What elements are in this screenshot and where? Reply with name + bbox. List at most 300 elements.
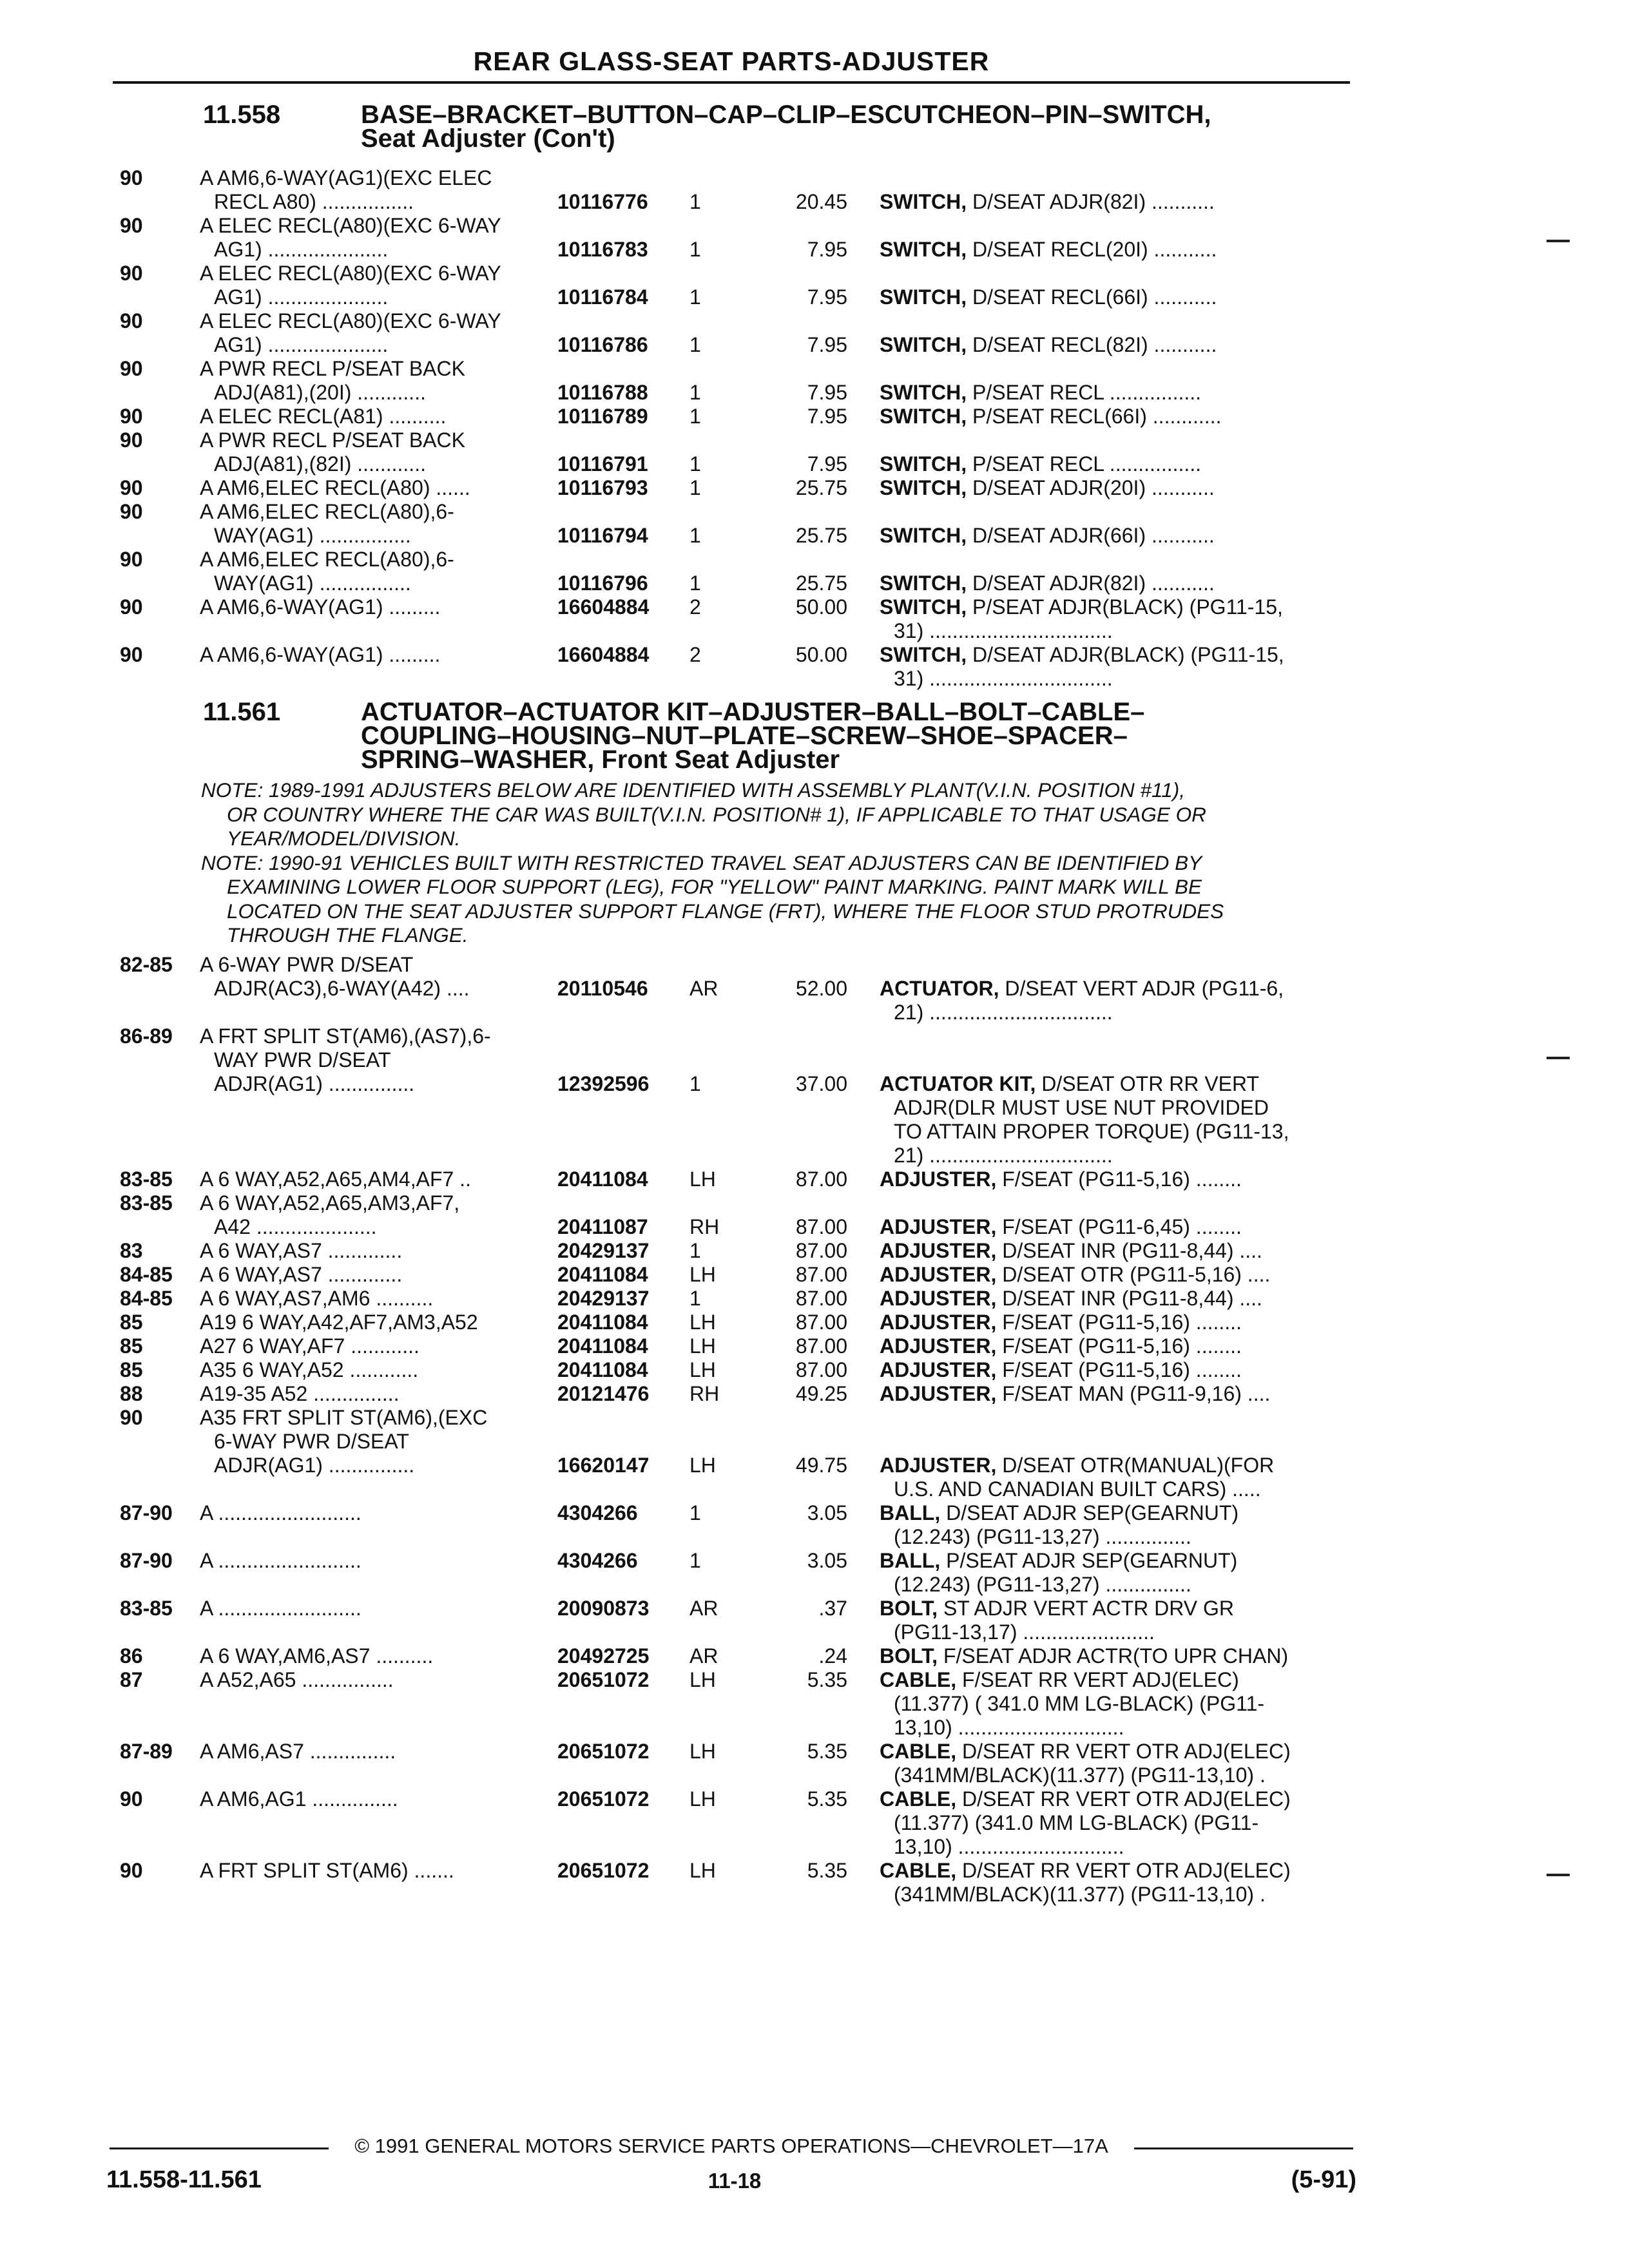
usage-line: A27 6 WAY,AF7 ............: [200, 1334, 419, 1358]
table-row: [0, 1358, 1629, 1382]
part-description: [880, 381, 1350, 405]
usage-application: [200, 1787, 548, 1811]
quantity: 1: [689, 1549, 701, 1572]
part-description: [880, 1597, 1350, 1644]
part-name: BALL,: [880, 1549, 941, 1572]
part-description: [880, 1358, 1350, 1382]
usage-line: A42 .....................: [214, 1215, 377, 1238]
description-text: D/SEAT ADJR SEP(GEARNUT): [946, 1501, 1239, 1524]
description-line: [880, 595, 1350, 619]
part-number: 20411084: [557, 1311, 648, 1334]
description-text: D/SEAT RR VERT OTR ADJ(ELEC): [962, 1740, 1291, 1763]
usage-line: A AM6,6-WAY(AG1) .........: [200, 595, 441, 619]
model-year: 88: [120, 1382, 143, 1405]
part-description: [880, 1549, 1350, 1597]
part-description: [880, 572, 1350, 595]
table-row: [0, 548, 1629, 595]
part-number: 10116784: [557, 285, 648, 309]
usage-line: A PWR RECL P/SEAT BACK: [200, 357, 465, 380]
price: 7.95: [807, 333, 847, 356]
section-title-line: ACTUATOR–ACTUATOR KIT–ADJUSTER–BALL–BOLT–CABLE–: [361, 698, 1145, 726]
part-name: BOLT,: [880, 1644, 938, 1667]
model-year: 90: [120, 405, 143, 428]
description-text: D/SEAT ADJR(82I) ...........: [972, 190, 1215, 213]
part-description: [880, 476, 1350, 500]
usage-application: [200, 1644, 548, 1668]
description-line: (PG11-13,17) .......................: [894, 1620, 1155, 1644]
model-year: 85: [120, 1334, 143, 1358]
model-year: 90: [120, 428, 143, 452]
description-line: [880, 1168, 1350, 1191]
part-description: [880, 285, 1350, 309]
table-row: [0, 1287, 1629, 1311]
description-line: [880, 1287, 1350, 1311]
part-number: 16620147: [557, 1454, 650, 1477]
description-line: TO ATTAIN PROPER TORQUE) (PG11-13,: [894, 1120, 1289, 1143]
usage-application: [200, 1334, 548, 1358]
part-description: [880, 1168, 1350, 1191]
price: 87.00: [795, 1215, 847, 1238]
description-text: D/SEAT OTR RR VERT: [1041, 1072, 1260, 1095]
part-number: 4304266: [557, 1501, 638, 1524]
price: 49.25: [795, 1382, 847, 1405]
model-year: 83-85: [120, 1168, 173, 1191]
quantity: 1: [689, 524, 701, 547]
part-description: [880, 1239, 1350, 1263]
quantity: RH: [689, 1382, 720, 1405]
table-row: [0, 1740, 1629, 1787]
part-number: 20411084: [557, 1263, 648, 1286]
table-row: [0, 1549, 1629, 1597]
model-year: 90: [120, 1406, 143, 1429]
description-text: P/SEAT RECL ................: [972, 452, 1202, 476]
model-year: 85: [120, 1311, 143, 1334]
price: 87.00: [795, 1358, 847, 1381]
description-line: [880, 1454, 1350, 1477]
quantity: LH: [689, 1334, 716, 1358]
part-number: 10116791: [557, 452, 648, 476]
quantity: 1: [689, 381, 701, 404]
description-text: D/SEAT ADJR(20I) ...........: [972, 476, 1215, 499]
usage-line: A ELEC RECL(A80)(EXC 6-WAY: [200, 214, 501, 237]
description-line: [880, 452, 1350, 476]
price: 87.00: [795, 1334, 847, 1358]
note-line: EXAMINING LOWER FLOOR SUPPORT (LEG), FOR "YELLOW" PAINT MARKING. PAINT MARK WILL BE: [227, 875, 1202, 898]
section-title-line: Seat Adjuster (Con't): [361, 124, 615, 153]
model-year: 90: [120, 357, 143, 380]
quantity: 1: [689, 1072, 701, 1095]
quantity: LH: [689, 1454, 716, 1477]
price: 52.00: [795, 977, 847, 1000]
usage-application: [200, 500, 548, 548]
description-text: D/SEAT OTR(MANUAL)(FOR: [1002, 1454, 1275, 1477]
table-row: [0, 1168, 1629, 1191]
part-name: CABLE,: [880, 1740, 957, 1763]
part-number: 10116783: [557, 238, 648, 261]
part-name: ADJUSTER,: [880, 1311, 997, 1334]
description-text: P/SEAT ADJR SEP(GEARNUT): [946, 1549, 1238, 1572]
quantity: 1: [689, 452, 701, 476]
part-number: 20492725: [557, 1644, 650, 1667]
description-line: 21) ................................: [894, 1144, 1113, 1167]
part-name: CABLE,: [880, 1668, 957, 1691]
usage-application: [200, 1859, 548, 1883]
part-name: SWITCH,: [880, 381, 967, 404]
description-line: [880, 1644, 1350, 1668]
usage-line: A 6 WAY,AM6,AS7 ..........: [200, 1644, 434, 1667]
usage-application: [200, 476, 548, 500]
description-line: (12.243) (PG11-13,27) ...............: [894, 1525, 1191, 1548]
part-name: ADJUSTER,: [880, 1358, 997, 1381]
part-description: [880, 1311, 1350, 1334]
usage-application: [200, 1263, 548, 1287]
description-line: [880, 1358, 1350, 1382]
description-text: F/SEAT (PG11-5,16) ........: [1002, 1168, 1242, 1191]
part-name: ADJUSTER,: [880, 1215, 997, 1238]
table-row: [0, 595, 1629, 643]
usage-line: WAY(AG1) ................: [214, 572, 411, 595]
quantity: LH: [689, 1311, 716, 1334]
quantity: LH: [689, 1263, 716, 1286]
description-line: [880, 190, 1350, 214]
price: 7.95: [807, 452, 847, 476]
section-notes: [201, 778, 1224, 948]
part-name: ADJUSTER,: [880, 1382, 997, 1405]
part-number: 20411084: [557, 1358, 648, 1381]
part-name: BOLT,: [880, 1597, 938, 1620]
description-line: [880, 1501, 1350, 1525]
part-number: 4304266: [557, 1549, 638, 1572]
description-line: 13,10) .............................: [894, 1716, 1124, 1739]
part-number: 16604884: [557, 595, 650, 619]
description-text: F/SEAT (PG11-5,16) ........: [1002, 1358, 1242, 1381]
usage-line: A .........................: [200, 1549, 361, 1572]
price: 87.00: [795, 1311, 847, 1334]
usage-line: A ELEC RECL(A81) ..........: [200, 405, 447, 428]
part-number: 20090873: [557, 1597, 650, 1620]
part-description: [880, 643, 1350, 691]
usage-line: A .........................: [200, 1501, 361, 1524]
note: [201, 778, 1224, 851]
header-rule: [113, 81, 1350, 84]
usage-application: [200, 1668, 548, 1692]
description-line: [880, 1072, 1350, 1096]
description-line: 31) ................................: [894, 667, 1113, 690]
price: 25.75: [795, 524, 847, 547]
part-name: SWITCH,: [880, 238, 967, 261]
table-row: [0, 1024, 1629, 1168]
quantity: 1: [689, 1501, 701, 1524]
part-number: 20651072: [557, 1787, 650, 1811]
price: 3.05: [807, 1549, 847, 1572]
usage-line: AG1) .....................: [214, 333, 389, 356]
price: 7.95: [807, 238, 847, 261]
quantity: 1: [689, 190, 701, 213]
description-line: [880, 1382, 1350, 1406]
description-line: [880, 1263, 1350, 1287]
part-description: [880, 1382, 1350, 1406]
description-line: [880, 285, 1350, 309]
price: 50.00: [795, 595, 847, 619]
price: 37.00: [795, 1072, 847, 1095]
part-number: 10116793: [557, 476, 648, 499]
part-number: 20121476: [557, 1382, 650, 1405]
usage-line: A ELEC RECL(A80)(EXC 6-WAY: [200, 262, 501, 285]
usage-line: A ELEC RECL(A80)(EXC 6-WAY: [200, 309, 501, 332]
usage-application: [200, 1191, 548, 1239]
part-name: SWITCH,: [880, 572, 967, 595]
usage-line: A35 6 WAY,A52 ............: [200, 1358, 419, 1381]
usage-line: A 6 WAY,A52,A65,AM4,AF7 ..: [200, 1168, 471, 1191]
quantity: 2: [689, 595, 701, 619]
usage-line: A 6 WAY,AS7 .............: [200, 1263, 403, 1286]
section-title-line: SPRING–WASHER, Front Seat Adjuster: [361, 745, 840, 774]
part-name: BALL,: [880, 1501, 941, 1524]
description-line: [880, 476, 1350, 500]
model-year: 90: [120, 262, 143, 285]
part-name: CABLE,: [880, 1787, 957, 1811]
usage-application: [200, 1287, 548, 1311]
part-description: [880, 595, 1350, 643]
price: 25.75: [795, 572, 847, 595]
table-row: [0, 1334, 1629, 1358]
quantity: LH: [689, 1740, 716, 1763]
description-line: [880, 1597, 1350, 1620]
part-name: ADJUSTER,: [880, 1239, 997, 1262]
table-row: [0, 1406, 1629, 1501]
description-line: 21) ................................: [894, 1001, 1113, 1024]
part-description: [880, 1787, 1350, 1859]
table-row: [0, 643, 1629, 691]
part-number: 20110546: [557, 977, 648, 1000]
description-text: D/SEAT RR VERT OTR ADJ(ELEC): [962, 1859, 1291, 1882]
usage-line: A AM6,ELEC RECL(A80),6-: [200, 548, 454, 571]
price: 5.35: [807, 1668, 847, 1691]
usage-application: [200, 1239, 548, 1263]
description-line: [880, 1215, 1350, 1239]
usage-application: [200, 1740, 548, 1763]
usage-line: A AM6,AG1 ...............: [200, 1787, 398, 1811]
usage-line: AG1) .....................: [214, 238, 389, 261]
part-name: CABLE,: [880, 1859, 957, 1882]
quantity: 1: [689, 476, 701, 499]
description-line: [880, 1239, 1350, 1263]
usage-line: WAY(AG1) ................: [214, 524, 411, 547]
usage-line: A AM6,AS7 ...............: [200, 1740, 396, 1763]
note: [201, 851, 1224, 948]
table-row: [0, 1311, 1629, 1334]
usage-line: A 6 WAY,AS7,AM6 ..........: [200, 1287, 434, 1310]
section-number: 11.561: [203, 698, 281, 726]
part-number: 20651072: [557, 1740, 650, 1763]
footer-copyright: © 1991 GENERAL MOTORS SERVICE PARTS OPERATIONS—CHEVROLET—17A: [354, 2135, 1108, 2157]
price: 5.35: [807, 1740, 847, 1763]
usage-line: A AM6,6-WAY(AG1)(EXC ELEC: [200, 166, 492, 189]
description-text: ST ADJR VERT ACTR DRV GR: [943, 1597, 1235, 1620]
description-line: [880, 1787, 1350, 1811]
quantity: 1: [689, 333, 701, 356]
table-row: [0, 214, 1629, 262]
table-row: [0, 1191, 1629, 1239]
price: .37: [818, 1597, 847, 1620]
quantity: RH: [689, 1215, 720, 1238]
footer-page-number: 11-18: [708, 2169, 762, 2193]
model-year: 83-85: [120, 1597, 173, 1620]
usage-line: ADJR(AG1) ...............: [214, 1072, 415, 1095]
description-line: [880, 381, 1350, 405]
description-text: P/SEAT ADJR(BLACK) (PG11-15,: [972, 595, 1283, 619]
description-line: [880, 1740, 1350, 1763]
usage-line: ADJ(A81),(20I) ............: [214, 381, 426, 404]
part-number: 10116794: [557, 524, 648, 547]
usage-line: A A52,A65 ................: [200, 1668, 394, 1691]
footer-rule: [110, 2148, 329, 2149]
part-description: [880, 333, 1350, 357]
description-text: D/SEAT OTR (PG11-5,16) ....: [1002, 1263, 1271, 1286]
quantity: LH: [689, 1787, 716, 1811]
description-text: D/SEAT RECL(82I) ...........: [972, 333, 1217, 356]
usage-application: [200, 953, 548, 1001]
part-description: [880, 190, 1350, 214]
description-text: D/SEAT ADJR(82I) ...........: [972, 572, 1215, 595]
part-description: [880, 405, 1350, 428]
table-row: [0, 1859, 1629, 1907]
part-description: [880, 1215, 1350, 1239]
price: 7.95: [807, 405, 847, 428]
model-year: 90: [120, 166, 143, 189]
model-year: 90: [120, 595, 143, 619]
part-number: 20429137: [557, 1287, 650, 1310]
usage-application: [200, 428, 548, 476]
model-year: 90: [120, 548, 143, 571]
footer-date: (5-91): [1291, 2166, 1356, 2193]
table-row: [0, 1501, 1629, 1549]
part-number: 10116786: [557, 333, 648, 356]
table-row: [0, 1239, 1629, 1263]
description-text: D/SEAT ADJR(66I) ...........: [972, 524, 1215, 547]
usage-application: [200, 1311, 548, 1334]
price: 87.00: [795, 1287, 847, 1310]
margin-mark: [1547, 1057, 1570, 1059]
usage-line: A .........................: [200, 1597, 361, 1620]
description-text: D/SEAT RECL(20I) ...........: [972, 238, 1217, 261]
usage-application: [200, 548, 548, 595]
usage-line: A AM6,ELEC RECL(A80),6-: [200, 500, 454, 523]
description-text: D/SEAT INR (PG11-8,44) ....: [1002, 1239, 1262, 1262]
description-line: [880, 643, 1350, 667]
price: 7.95: [807, 285, 847, 309]
note-line: NOTE: 1989-1991 ADJUSTERS BELOW ARE IDENTIFIED WITH ASSEMBLY PLANT(V.I.N. POSITION #11),: [201, 778, 1185, 802]
price: 25.75: [795, 476, 847, 499]
note-line: NOTE: 1990-91 VEHICLES BUILT WITH RESTRICTED TRAVEL SEAT ADJUSTERS CAN BE IDENTIFIED BY: [201, 850, 1202, 874]
part-description: [880, 524, 1350, 548]
description-line: [880, 238, 1350, 262]
usage-application: [200, 1024, 548, 1096]
quantity: AR: [689, 1644, 718, 1667]
usage-line: A PWR RECL P/SEAT BACK: [200, 428, 465, 452]
description-line: [880, 572, 1350, 595]
table-row: [0, 1787, 1629, 1859]
price: .24: [818, 1644, 847, 1667]
usage-application: [200, 166, 548, 214]
usage-line: A19-35 A52 ...............: [200, 1382, 400, 1405]
price: 50.00: [795, 643, 847, 666]
usage-line: A FRT SPLIT ST(AM6) .......: [200, 1859, 454, 1882]
description-line: [880, 1859, 1350, 1883]
usage-application: [200, 214, 548, 262]
description-line: ADJR(DLR MUST USE NUT PROVIDED: [894, 1096, 1269, 1119]
usage-application: [200, 595, 548, 619]
description-text: D/SEAT ADJR(BLACK) (PG11-15,: [972, 643, 1284, 666]
usage-application: [200, 1501, 548, 1525]
usage-application: [200, 1168, 548, 1191]
table-row: [0, 476, 1629, 500]
usage-application: [200, 262, 548, 309]
table-row: [0, 1382, 1629, 1406]
description-line: [880, 405, 1350, 428]
usage-line: ADJR(AC3),6-WAY(A42) ....: [214, 977, 470, 1000]
usage-application: [200, 1549, 548, 1573]
model-year: 90: [120, 214, 143, 237]
table-row: [0, 500, 1629, 548]
quantity: AR: [689, 977, 718, 1000]
description-text: P/SEAT RECL(66I) ............: [972, 405, 1222, 428]
description-line: (341MM/BLACK)(11.377) (PG11-13,10) .: [894, 1883, 1266, 1906]
note-line: THROUGH THE FLANGE.: [227, 923, 468, 947]
description-line: (341MM/BLACK)(11.377) (PG11-13,10) .: [894, 1763, 1266, 1787]
section-title: [361, 700, 1327, 772]
model-year: 87-90: [120, 1501, 173, 1524]
table-row: [0, 1597, 1629, 1644]
model-year: 90: [120, 500, 143, 523]
usage-line: A 6-WAY PWR D/SEAT: [200, 953, 414, 976]
description-line: [880, 333, 1350, 357]
description-text: D/SEAT INR (PG11-8,44) ....: [1002, 1287, 1262, 1310]
table-row: [0, 1263, 1629, 1287]
usage-line: A35 FRT SPLIT ST(AM6),(EXC: [200, 1406, 488, 1429]
part-number: 20651072: [557, 1859, 650, 1882]
model-year: 87-90: [120, 1549, 173, 1572]
quantity: 1: [689, 285, 701, 309]
quantity: 1: [689, 1239, 701, 1262]
description-text: F/SEAT RR VERT ADJ(ELEC): [962, 1668, 1239, 1691]
description-line: [880, 1334, 1350, 1358]
description-text: D/SEAT RECL(66I) ...........: [972, 285, 1217, 309]
price: 87.00: [795, 1263, 847, 1286]
part-name: SWITCH,: [880, 476, 967, 499]
table-row: [0, 428, 1629, 476]
description-text: F/SEAT ADJR ACTR(TO UPR CHAN): [943, 1644, 1289, 1667]
part-description: [880, 977, 1350, 1024]
model-year: 83-85: [120, 1191, 173, 1215]
part-description: [880, 1501, 1350, 1549]
part-number: 12392596: [557, 1072, 650, 1095]
model-year: 85: [120, 1358, 143, 1381]
part-name: SWITCH,: [880, 595, 967, 619]
quantity: 1: [689, 1287, 701, 1310]
quantity: 1: [689, 238, 701, 261]
part-description: [880, 452, 1350, 476]
model-year: 90: [120, 1859, 143, 1882]
description-line: (11.377) (341.0 MM LG-BLACK) (PG11-: [894, 1811, 1259, 1834]
part-description: [880, 1072, 1350, 1168]
description-text: P/SEAT RECL ................: [972, 381, 1202, 404]
part-description: [880, 1263, 1350, 1287]
usage-line: A AM6,6-WAY(AG1) .........: [200, 643, 441, 666]
price: 3.05: [807, 1501, 847, 1524]
description-line: (12.243) (PG11-13,27) ...............: [894, 1573, 1191, 1596]
table-row: [0, 1668, 1629, 1740]
